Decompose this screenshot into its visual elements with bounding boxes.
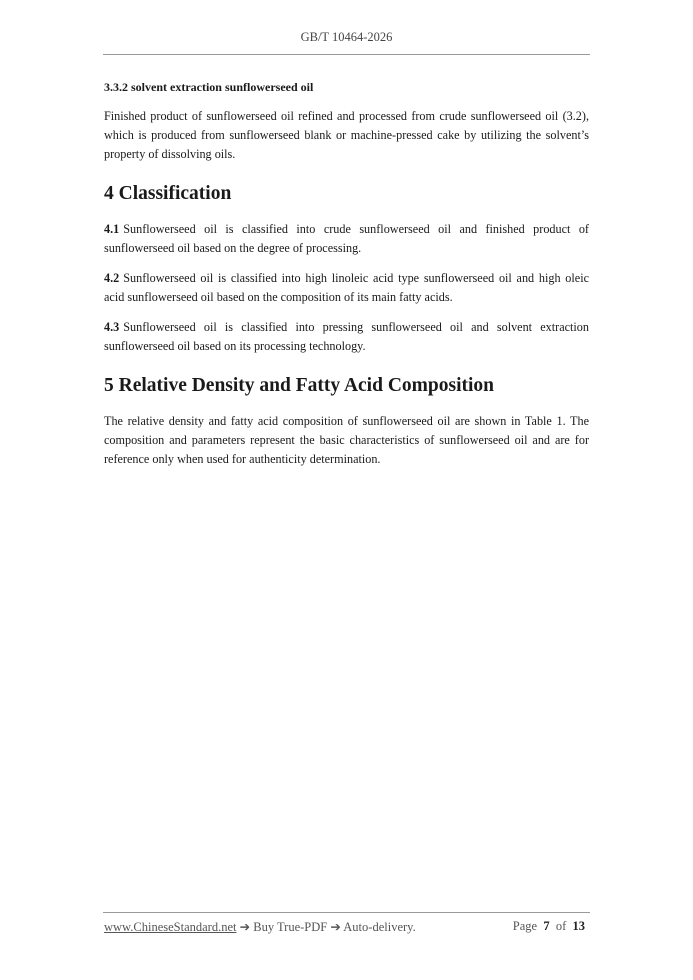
clause-number: 4.1 (104, 222, 120, 236)
page-number (513, 919, 585, 934)
term-heading: 3.3.2 solvent extraction sunflowerseed oil (104, 80, 314, 94)
clause-4-2 (104, 269, 589, 307)
page-of-word: of (555, 919, 567, 933)
section-4-title: 4 Classification (104, 183, 232, 204)
clause-text: Sunflowerseed oil is classified into high linoleic acid type sunflowerseed oil and high oleic acid sunflowerseed oil based on the composition of its main fatty acids. (104, 271, 589, 304)
footer-divider (103, 912, 590, 913)
page-word: Page (512, 919, 538, 933)
auto-delivery-text: Auto-delivery. (343, 920, 416, 934)
header-divider (103, 54, 590, 55)
clause-text: Sunflowerseed oil is classified into pressing sunflowerseed oil and solvent extraction sunflowerseed oil based on its processing technology. (104, 320, 589, 353)
buy-pdf-text: Buy True-PDF (253, 920, 328, 934)
clause-4-1 (104, 220, 589, 258)
arrow-right-icon: ➔ (330, 920, 341, 934)
term-definition: Finished product of sunflowerseed oil refined and processed from crude sunflowerseed oil (3.2), which is produced from sunflowerseed blank or machine-pressed cake by utilizing the solvent’s property of dissolving oils. (104, 109, 589, 161)
footer-promo (104, 919, 416, 935)
clause-number: 4.2 (104, 271, 120, 285)
page-header-doc-id: GB/T 10464-2026 (300, 30, 393, 44)
arrow-right-icon: ➔ (239, 920, 251, 934)
website-link[interactable]: www.ChineseStandard.net (104, 920, 237, 934)
page-content (104, 80, 589, 480)
section-5-body: The relative density and fatty acid composition of sunflowerseed oil are shown in Table 1. The composition and parameters represent the basic characteristics of sunflowerseed oil and are for reference only when used for authenticity determination. (104, 414, 589, 466)
clause-4-3 (104, 318, 589, 356)
page-current: 7 (543, 919, 550, 933)
clause-text: Sunflowerseed oil is classified into crude sunflowerseed oil and finished product of sunflowerseed oil based on the degree of processing. (104, 222, 589, 255)
section-5-title: 5 Relative Density and Fatty Acid Composition (104, 375, 494, 396)
page-total: 13 (572, 919, 585, 933)
clause-number: 4.3 (104, 320, 120, 334)
